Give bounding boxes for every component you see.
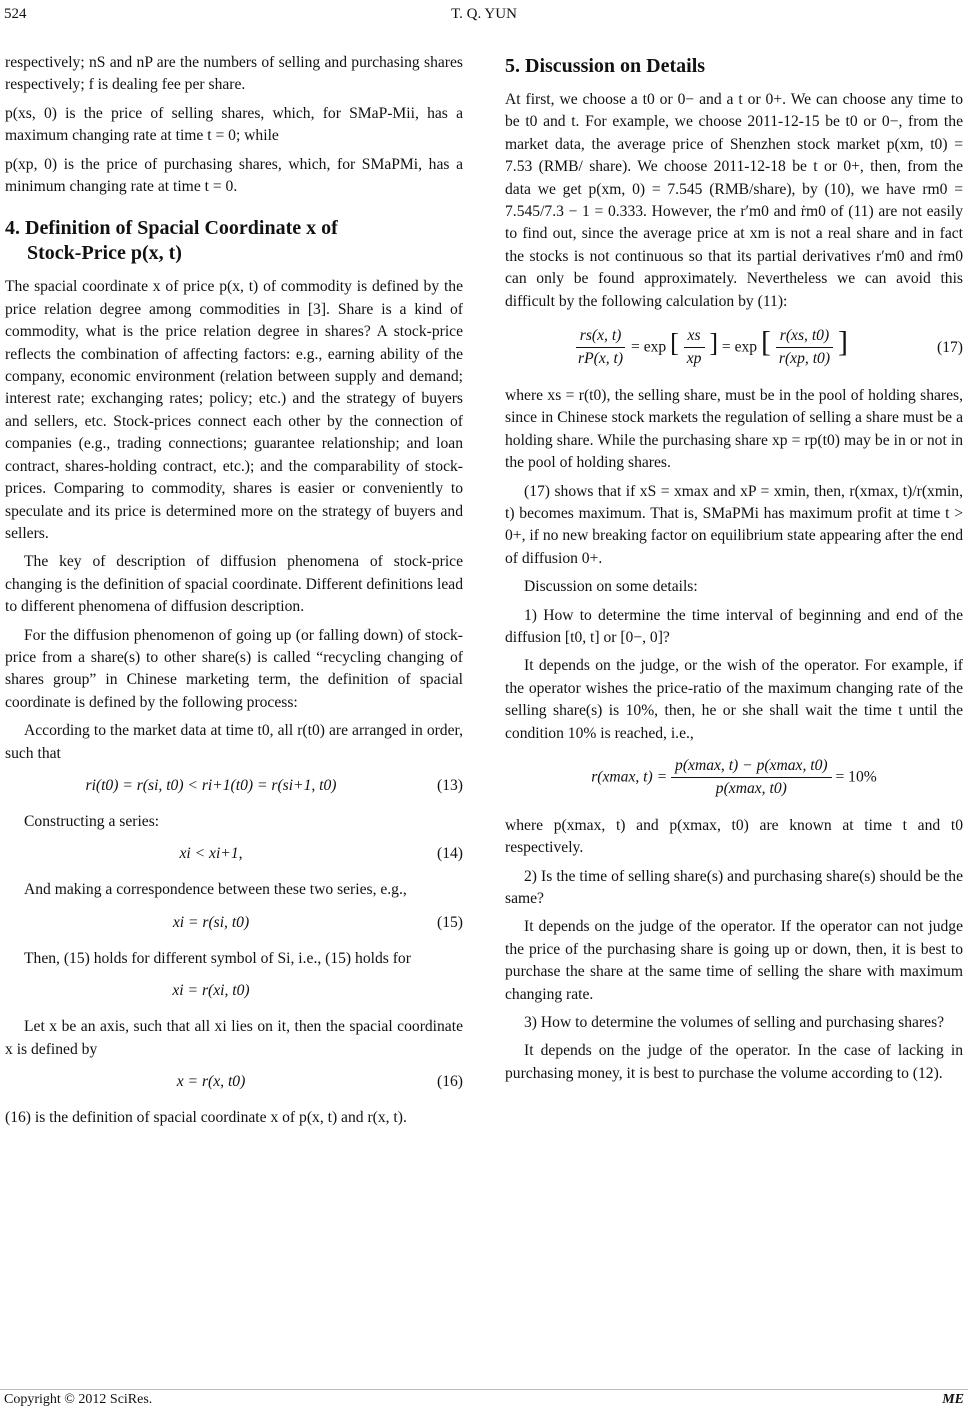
left-column	[5, 52, 463, 1135]
paragraph: Then, (15) holds for different symbol of Si, i.e., (15) holds for	[24, 949, 411, 967]
equation-lhs: r(xmax, t) =	[591, 768, 668, 786]
paragraph: Discussion on some details:	[524, 578, 698, 596]
paragraph: At first, we choose a t0 or 0− and a t or 0+. We can choose any time to be t0 and t. For example, we choose 2011-12-15 be t0 or 0−, from the market data, the average price of Shenzhen stock market p(xm, t0) = 7.53 (RMB/ share). We choose 2011-12-18 be t or 0+, then, from the data we get p(xm, 0) = 7.545 (RMB/share), by (10), we have rm0 = 7.545/7.3 − 1 = 0.333. However, the r′m0 and ṙm0 of (11) are not easily to find out, since the average price at xm is not a real share and in fact the stocks is not continuous so that its partial derivatives r′m0 and ṙm0 can only be found approximately. Nevertheless we can avoid this difficult by the following calculation by (11):	[505, 91, 963, 310]
numerator: xs	[684, 325, 705, 348]
equation-number: (13)	[437, 776, 463, 794]
equation-13	[5, 771, 463, 801]
equation-number: (17)	[937, 338, 963, 356]
paragraph: For the diffusion phenomenon of going up (or falling down) of stock-price from a share(s) to other share(s) is called “recycling changing of shares group” in Chinese marketing term, the definition of spacial coordinate is defined by the following process:	[5, 626, 463, 711]
paragraph: (17) shows that if xS = xmax and xP = xmin, then, r(xmax, t)/r(xmin, t) becomes maximum. That is, SMaPMi has maximum profit at time t > 0+, if no new breaking factor on equilibrium state appearing after the end of diffusion 0+.	[505, 482, 963, 567]
equation-expression: xi = r(xi, t0)	[172, 981, 250, 999]
paragraph: The key of description of diffusion phenomena of stock-price changing is the definition of spacial coordinate. Different definitions lead to different phenomena of diffusion description.	[5, 553, 463, 616]
section-heading-4	[5, 216, 463, 266]
copyright-notice: Copyright © 2012 SciRes.	[4, 1392, 153, 1407]
section-heading-line: Stock-Price p(x, t)	[27, 242, 182, 265]
equation-number: (16)	[437, 1072, 463, 1090]
equation-expression	[505, 755, 963, 801]
paragraph: respectively; nS and nP are the numbers of selling and purchasing shares respectively; f is dealing fee per share.	[5, 54, 463, 94]
equation-expression: xi = r(si, t0)	[172, 913, 250, 931]
exp-label: exp	[643, 338, 667, 356]
fraction	[683, 325, 706, 371]
denominator: rP(x, t)	[578, 350, 624, 368]
paragraph: 1) How to determine the time interval of beginning and end of the diffusion [t0, t] or [0−, 0]?	[505, 606, 963, 646]
denominator: p(xmax, t0)	[715, 780, 787, 798]
paragraph: p(xp, 0) is the price of purchasing shares, which, for SMaPMi, has a minimum changing rate at time t = 0.	[5, 155, 463, 196]
numerator: p(xmax, t) − p(xmax, t0)	[671, 755, 832, 778]
paragraph: Constructing a series:	[24, 812, 160, 830]
paragraph: where p(xmax, t) and p(xmax, t0) are known at time t and t0 respectively.	[505, 816, 963, 857]
paragraph: It depends on the judge of the operator. If the operator can not judge the price of the purchasing share is going up or down, then, it is best to purchase the share at the same time of selling the share with maximum changing rate.	[505, 918, 963, 1003]
equation-17	[505, 325, 963, 371]
equation-expression: ri(t0) = r(si, t0) < ri+1(t0) = r(si+1, t0)	[85, 776, 337, 794]
equation-number: (15)	[437, 913, 463, 931]
paragraph: And making a correspondence between these two series, e.g.,	[24, 881, 407, 899]
paragraph: According to the market data at time t0, all r(t0) are arranged in order, such that	[5, 722, 463, 762]
equation-rhs: = 10%	[835, 768, 877, 786]
equation-16	[5, 1067, 463, 1097]
running-author: T. Q. YUN	[451, 6, 517, 22]
numerator: rs(x, t)	[576, 325, 626, 348]
equation-expression: $\frac{rs(x, t)}{rP(x, t)}$ = exp [ $\frac{xs}{xp}$ ] = exp [ $\frac{r(xs, t0)}{r(xp, t0)}$ ]	[505, 325, 917, 371]
journal-abbreviation: ME	[942, 1392, 964, 1407]
paragraph: 3) How to determine the volumes of selling and purchasing shares?	[524, 1014, 945, 1032]
equation-14	[5, 839, 463, 869]
paragraph: Let x be an axis, such that all xi lies on it, then the spacial coordinate x is defined by	[5, 1018, 463, 1058]
equation-expression: xi < xi+1,	[179, 845, 243, 863]
numerator: r(xs, t0)	[776, 325, 833, 348]
page-footer	[0, 1389, 968, 1414]
paragraph: It depends on the judge of the operator. In the case of lacking in purchasing money, it is best to purchase the volume according to (12).	[505, 1042, 963, 1082]
paragraph: 2) Is the time of selling share(s) and purchasing share(s) should be the same?	[505, 867, 963, 907]
equation-number: (14)	[437, 845, 463, 863]
page-header	[0, 6, 968, 26]
paragraph: (16) is the definition of spacial coordinate x of p(x, t) and r(x, t).	[5, 1109, 407, 1126]
equation-15	[5, 908, 463, 938]
fraction	[671, 755, 832, 801]
fraction	[775, 325, 834, 371]
paragraph: The spacial coordinate x of price p(x, t) of commodity is defined by the price relation degree among commodities in [3]. Share is a kind of commodity, what is the price relation degree in shares? A stock-price reflects the combination of affecting factors: e.g., earning ability of the company, economic environment (relation between supply and demand; interest rate; exchanging rates; policy; etc.) and the strategy of buyers and sellers, etc. Stock-prices connect each other by the connection of companies (e.g., trading connections; guarantee relationship; and loan contract, shares-holding contract, etc.); and the comparability of stock-prices. Comparing to commodity, shares is easier or conveniently to speculate and its price is determined more on the strategy of buyers and sellers.	[5, 278, 463, 542]
paragraph: where xs = r(t0), the selling share, must be in the pool of holding shares, since in Chinese stock markets the regulation of selling a share must be a holding share. While the purchasing share xp = rp(t0) may be in or not in the pool of holding shares.	[505, 386, 963, 472]
exp-label: exp	[734, 338, 758, 356]
fraction	[574, 325, 627, 371]
equation-ratio	[505, 755, 963, 801]
denominator: r(xp, t0)	[778, 350, 831, 368]
paragraph: p(xs, 0) is the price of selling shares, which, for SMaP-Mii, has a maximum changing rate at time t = 0; while	[5, 104, 463, 145]
equation-expression: x = r(x, t0)	[176, 1072, 246, 1090]
section-heading-5: 5. Discussion on Details	[505, 55, 706, 77]
section-heading-line: 4. Definition of Spacial Coordinate x of	[5, 217, 338, 240]
denominator: xp	[686, 350, 702, 368]
page-number: 524	[4, 6, 27, 22]
paragraph: It depends on the judge, or the wish of the operator. For example, if the operator wishes the price-ratio of the maximum changing rate of the selling share(s) is 10%, then, he or she shall wait the time t until the condition 10% is reached, i.e.,	[505, 657, 963, 742]
right-column	[505, 52, 963, 1091]
equation-15b	[5, 976, 463, 1006]
